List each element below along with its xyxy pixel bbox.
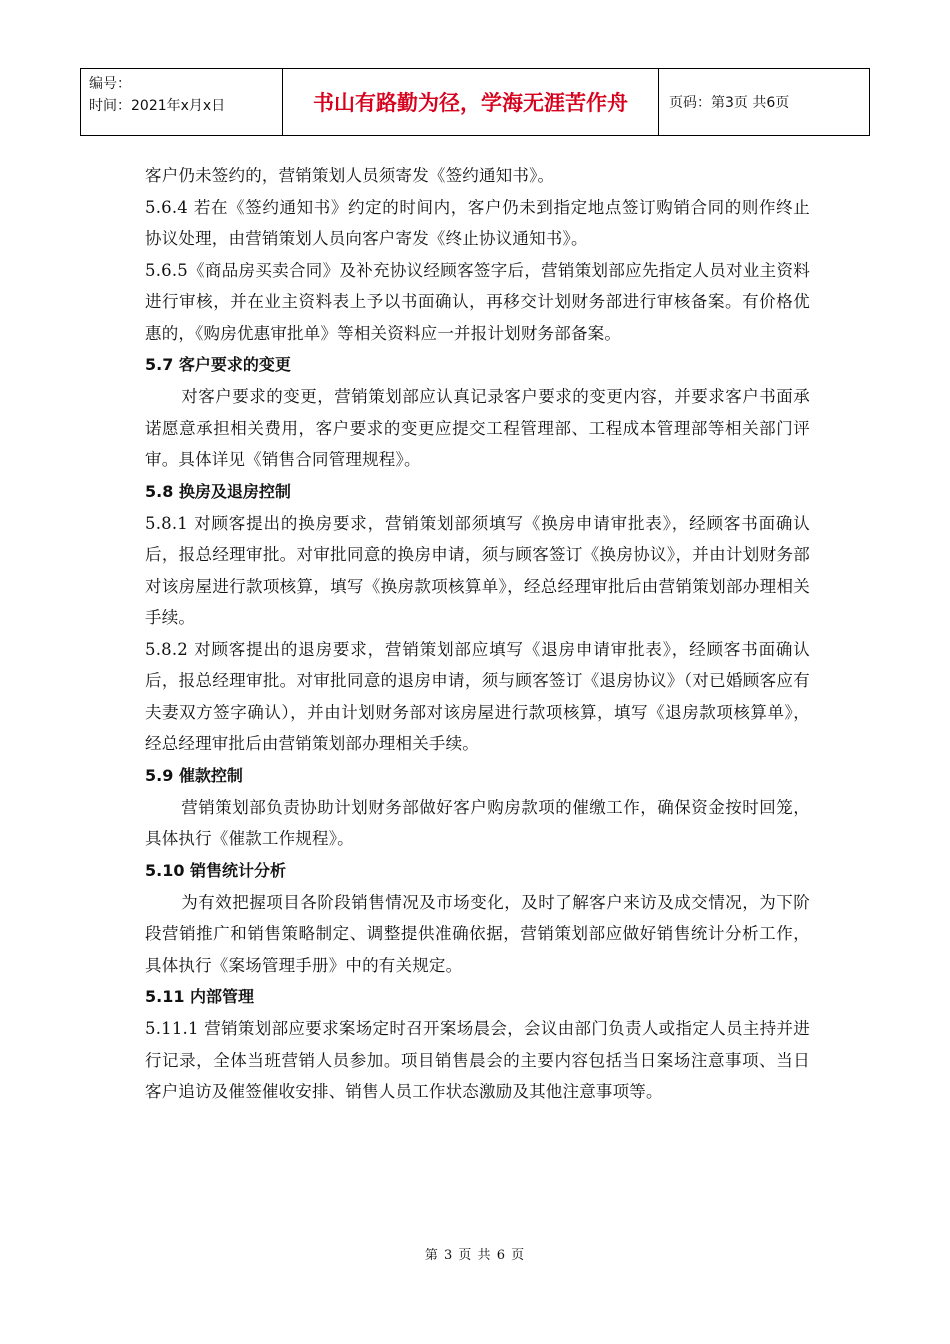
paragraph: 为有效把握项目各阶段销售情况及市场变化，及时了解客户来访及成交情况，为下阶段营销推广和销售策略制定、调整提供准确依据，营销策划部应做好销售统计分析工作，具体执行《案场管理手册》中的有关规定。 [145, 892, 810, 975]
section-heading: 5.11 内部管理 [145, 987, 255, 1006]
section-heading: 5.9 催款控制 [145, 765, 243, 785]
section-heading: 5.7 客户要求的变更 [145, 355, 291, 374]
page-footer: 第 3 页 共 6 页 [424, 1248, 526, 1263]
paragraph: 客户仍未签约的，营销策划人员须寄发《签约通知书》。 [145, 166, 555, 185]
number-label: 编号： [89, 76, 131, 92]
paragraph: 营销策划部负责协助计划财务部做好客户购房款项的催缴工作，确保资金按时回笼，具体执行《催款工作规程》。 [145, 797, 810, 848]
paragraph: 5.6.5《商品房买卖合同》及补充协议经顾客签字后，营销策划部应先指定人员对业主资料进行审核，并在业主资料表上予以书面确认，再移交计划财务部进行审核备案。有价格优惠的，《购房优惠审批单》等相关资料应一并报计划财务部备案。 [145, 260, 810, 343]
date-line: 时间：2021年x月x日 [89, 98, 226, 114]
header-motto: 书山有路勤为径，学海无涯苦作舟 [283, 69, 659, 135]
header-page-info: 页码：第3页 共6页 [669, 95, 790, 111]
document-header [80, 68, 870, 136]
paragraph: 对客户要求的变更，营销策划部应认真记录客户要求的变更内容，并要求客户书面承诺愿意承担相关费用，客户要求的变更应提交工程管理部、工程成本管理部等相关部门评审。具体详见《销售合同管理规程》。 [145, 387, 810, 469]
paragraph: 5.6.4 若在《签约通知书》约定的时间内，客户仍未到指定地点签订购销合同的则作终止协议处理，由营销策划人员向客户寄发《终止协议通知书》。 [145, 197, 810, 248]
section-heading: 5.8 换房及退房控制 [145, 481, 291, 501]
paragraph: 5.8.1 对顾客提出的换房要求，营销策划部须填写《换房申请审批表》，经顾客书面确认后，报总经理审批。对审批同意的换房申请，须与顾客签订《换房协议》，并由计划财务部对该房屋进行款项核算，填写《换房款项核算单》，经总经理审批后由营销策划部办理相关手续。 [145, 513, 810, 627]
section-heading: 5.10 销售统计分析 [145, 860, 287, 880]
paragraph: 5.8.2 对顾客提出的退房要求，营销策划部应填写《退房申请审批表》，经顾客书面确认后，报总经理审批。对审批同意的退房申请，须与顾客签订《退房协议》（对已婚顾客应有夫妻双方签字确认），并由计划财务部对该房屋进行款项核算，填写《退房款项核算单》，经总经理审批后由营销策划部办理相关手续。 [145, 639, 810, 753]
header-meta [81, 69, 283, 135]
paragraph: 5.11.1 营销策划部应要求案场定时召开案场晨会，会议由部门负责人或指定人员主持并进行记录，全体当班营销人员参加。项目销售晨会的主要内容包括当日案场注意事项、当日客户追访及催签催收安排、销售人员工作状态激励及其他注意事项等。 [145, 1019, 810, 1101]
document-body [145, 160, 810, 1108]
